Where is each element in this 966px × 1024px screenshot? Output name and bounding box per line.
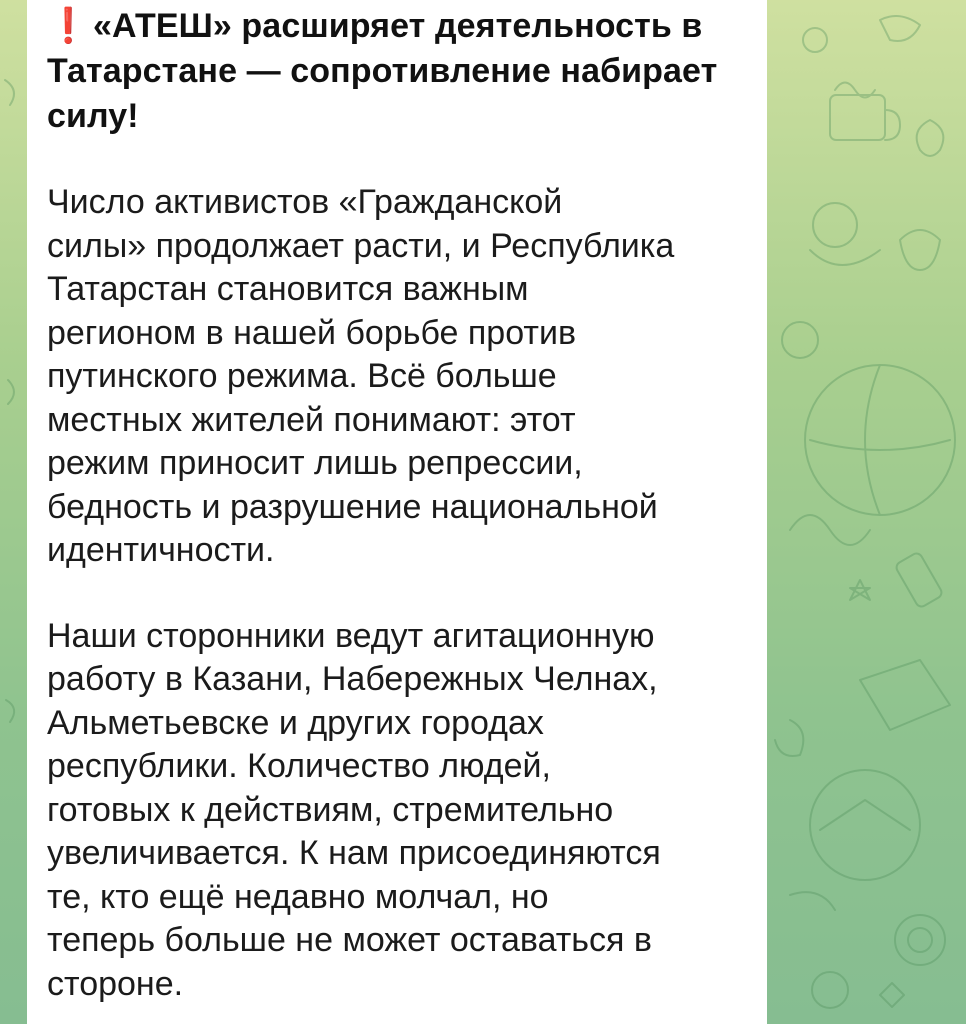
message-title-text: «АТЕШ» расширяет деятельность в Татарстане — сопротивление набирает силу!: [47, 7, 718, 135]
message-title: [47, 4, 747, 139]
message-paragraph-2: Наши сторонники ведут агитационную работу в Казани, Набережных Челнах, Альметьевске и других городах республики. Количество людей, готовых к действиям, стремительно увеличивается. К нам присоединяются те, кто ещё недавно молчал, но теперь больше не может оставаться в стороне.: [47, 616, 661, 1003]
message-bubble: [27, 0, 767, 1024]
exclamation-icon: ❗: [47, 7, 90, 45]
message-paragraph-1: Число активистов «Гражданской силы» продолжает расти, и Республика Татарстан становится важным регионом в нашей борьбе против путинского режима. Всё больше местных жителей понимают: этот режим приносит лишь репрессии, бедность и разрушение национальной идентичности.: [47, 183, 675, 569]
